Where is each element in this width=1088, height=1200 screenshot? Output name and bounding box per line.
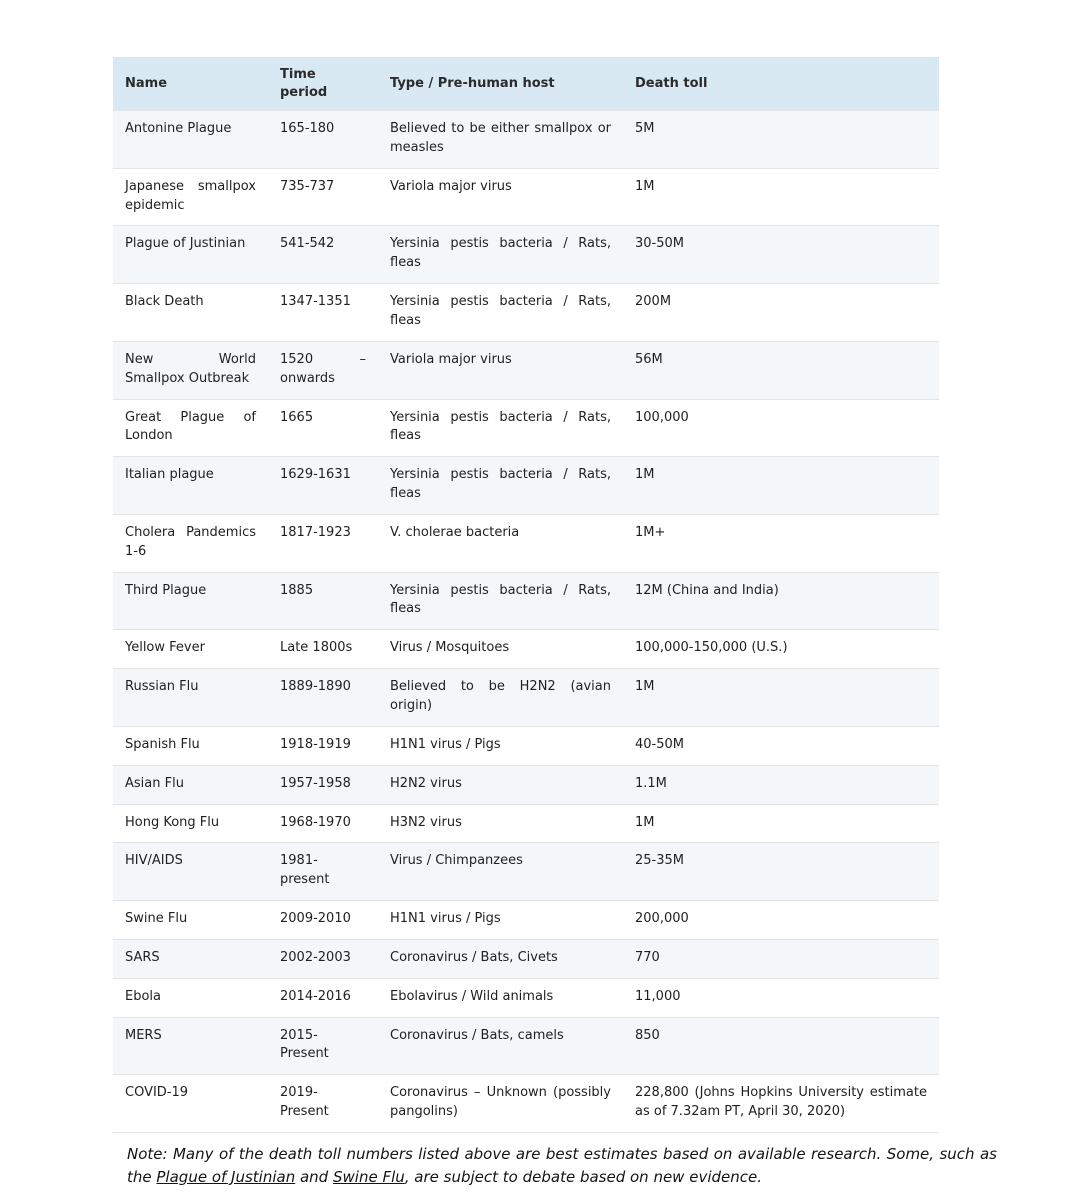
cell-time-period: 2014-2016	[268, 978, 378, 1017]
table-row	[113, 226, 939, 284]
table-row	[113, 978, 939, 1017]
table-row	[113, 111, 939, 169]
cell-name: Antonine Plague	[113, 111, 268, 169]
cell-time-period: 1629-1631	[268, 457, 378, 515]
cell-death-toll: 1.1M	[623, 765, 939, 804]
cell-time-period: 735-737	[268, 168, 378, 226]
cell-name: SARS	[113, 939, 268, 978]
cell-type-host: Variola major virus	[378, 341, 623, 399]
column-header-death-toll	[623, 57, 939, 111]
cell-name: COVID-19	[113, 1075, 268, 1133]
cell-type-host: V. cholerae bacteria	[378, 514, 623, 572]
column-header-time-period-label: Time period	[280, 67, 328, 100]
table-row	[113, 399, 939, 457]
footnote	[127, 1143, 997, 1189]
cell-type-host: Yersinia pestis bacteria / Rats, fleas	[378, 572, 623, 630]
table-row	[113, 804, 939, 843]
table-row	[113, 572, 939, 630]
table-row	[113, 1017, 939, 1075]
column-header-name	[113, 57, 268, 111]
cell-name: Plague of Justinian	[113, 226, 268, 284]
cell-name: HIV/AIDS	[113, 843, 268, 901]
cell-time-period: 1665	[268, 399, 378, 457]
cell-time-period: 1889-1890	[268, 669, 378, 727]
table-body	[113, 111, 939, 1133]
cell-type-host: Virus / Mosquitoes	[378, 630, 623, 669]
cell-name: Swine Flu	[113, 901, 268, 940]
table-header	[113, 57, 939, 111]
table-row	[113, 669, 939, 727]
table-row	[113, 341, 939, 399]
table-row	[113, 901, 939, 940]
table-row	[113, 843, 939, 901]
cell-time-period: 2002-2003	[268, 939, 378, 978]
column-header-death-toll-label: Death toll	[635, 76, 708, 92]
cell-name: Ebola	[113, 978, 268, 1017]
link-swine-flu[interactable]: Swine Flu	[332, 1167, 405, 1186]
cell-death-toll: 200M	[623, 284, 939, 342]
column-header-time-period	[268, 57, 378, 111]
column-header-type-label: Type / Pre-human host	[390, 76, 555, 92]
cell-time-period: 1520 – onwards	[268, 341, 378, 399]
cell-time-period: 165-180	[268, 111, 378, 169]
cell-type-host: H1N1 virus / Pigs	[378, 726, 623, 765]
cell-name: Third Plague	[113, 572, 268, 630]
cell-death-toll: 25-35M	[623, 843, 939, 901]
cell-type-host: Variola major virus	[378, 168, 623, 226]
cell-death-toll: 100,000	[623, 399, 939, 457]
cell-type-host: Coronavirus – Unknown (possibly pangolins)	[378, 1075, 623, 1133]
footnote-text-3: , are subject to debate based on new evidence.	[404, 1167, 762, 1186]
column-header-name-label: Name	[125, 76, 168, 92]
cell-type-host: Coronavirus / Bats, Civets	[378, 939, 623, 978]
cell-type-host: Ebolavirus / Wild animals	[378, 978, 623, 1017]
cell-time-period: 1885	[268, 572, 378, 630]
cell-death-toll: 1M+	[623, 514, 939, 572]
cell-death-toll: 5M	[623, 111, 939, 169]
table-row	[113, 457, 939, 515]
footnote-text-1: Note: Many of the death toll numbers listed above are best estimates based on available research. Some, such as the	[127, 1144, 997, 1186]
cell-death-toll: 1M	[623, 168, 939, 226]
cell-type-host: H2N2 virus	[378, 765, 623, 804]
cell-death-toll: 228,800 (Johns Hopkins University estimate as of 7.32am PT, April 30, 2020)	[623, 1075, 939, 1133]
cell-type-host: Coronavirus / Bats, camels	[378, 1017, 623, 1075]
cell-name: Asian Flu	[113, 765, 268, 804]
table-row	[113, 1075, 939, 1133]
cell-name: Black Death	[113, 284, 268, 342]
table-row	[113, 168, 939, 226]
table-row	[113, 726, 939, 765]
cell-type-host: H1N1 virus / Pigs	[378, 901, 623, 940]
cell-time-period: 1817-1923	[268, 514, 378, 572]
cell-name: Hong Kong Flu	[113, 804, 268, 843]
cell-name: Spanish Flu	[113, 726, 268, 765]
cell-type-host: Yersinia pestis bacteria / Rats, fleas	[378, 226, 623, 284]
cell-death-toll: 1M	[623, 669, 939, 727]
cell-name: New World Smallpox Outbreak	[113, 341, 268, 399]
link-plague-of-justinian[interactable]: Plague of Justinian	[156, 1167, 296, 1186]
cell-time-period: 1918-1919	[268, 726, 378, 765]
cell-time-period: 1347-1351	[268, 284, 378, 342]
cell-type-host: H3N2 virus	[378, 804, 623, 843]
cell-type-host: Yersinia pestis bacteria / Rats, fleas	[378, 457, 623, 515]
cell-death-toll: 850	[623, 1017, 939, 1075]
cell-time-period: 1957-1958	[268, 765, 378, 804]
cell-type-host: Yersinia pestis bacteria / Rats, fleas	[378, 284, 623, 342]
epidemics-table	[113, 57, 939, 1133]
page-content	[113, 57, 997, 1189]
cell-death-toll: 12M (China and India)	[623, 572, 939, 630]
table-row	[113, 630, 939, 669]
cell-death-toll: 1M	[623, 804, 939, 843]
cell-name: Japanese smallpox epidemic	[113, 168, 268, 226]
table-row	[113, 765, 939, 804]
cell-death-toll: 11,000	[623, 978, 939, 1017]
cell-name: Cholera Pandemics 1-6	[113, 514, 268, 572]
cell-name: MERS	[113, 1017, 268, 1075]
cell-time-period: 1981-present	[268, 843, 378, 901]
header-row	[113, 57, 939, 111]
cell-time-period: 2015-Present	[268, 1017, 378, 1075]
cell-death-toll: 100,000-150,000 (U.S.)	[623, 630, 939, 669]
cell-type-host: Believed to be either smallpox or measles	[378, 111, 623, 169]
cell-type-host: Virus / Chimpanzees	[378, 843, 623, 901]
table-row	[113, 939, 939, 978]
footnote-text-2: and	[295, 1167, 333, 1186]
table-row	[113, 514, 939, 572]
cell-type-host: Believed to be H2N2 (avian origin)	[378, 669, 623, 727]
cell-time-period: 541-542	[268, 226, 378, 284]
cell-time-period: 2009-2010	[268, 901, 378, 940]
cell-name: Great Plague of London	[113, 399, 268, 457]
cell-death-toll: 200,000	[623, 901, 939, 940]
column-header-type	[378, 57, 623, 111]
cell-time-period: 1968-1970	[268, 804, 378, 843]
table-row	[113, 284, 939, 342]
cell-death-toll: 40-50M	[623, 726, 939, 765]
cell-death-toll: 56M	[623, 341, 939, 399]
cell-name: Russian Flu	[113, 669, 268, 727]
cell-death-toll: 1M	[623, 457, 939, 515]
cell-type-host: Yersinia pestis bacteria / Rats, fleas	[378, 399, 623, 457]
cell-name: Yellow Fever	[113, 630, 268, 669]
cell-death-toll: 30-50M	[623, 226, 939, 284]
cell-name: Italian plague	[113, 457, 268, 515]
cell-time-period: Late 1800s	[268, 630, 378, 669]
cell-time-period: 2019-Present	[268, 1075, 378, 1133]
cell-death-toll: 770	[623, 939, 939, 978]
